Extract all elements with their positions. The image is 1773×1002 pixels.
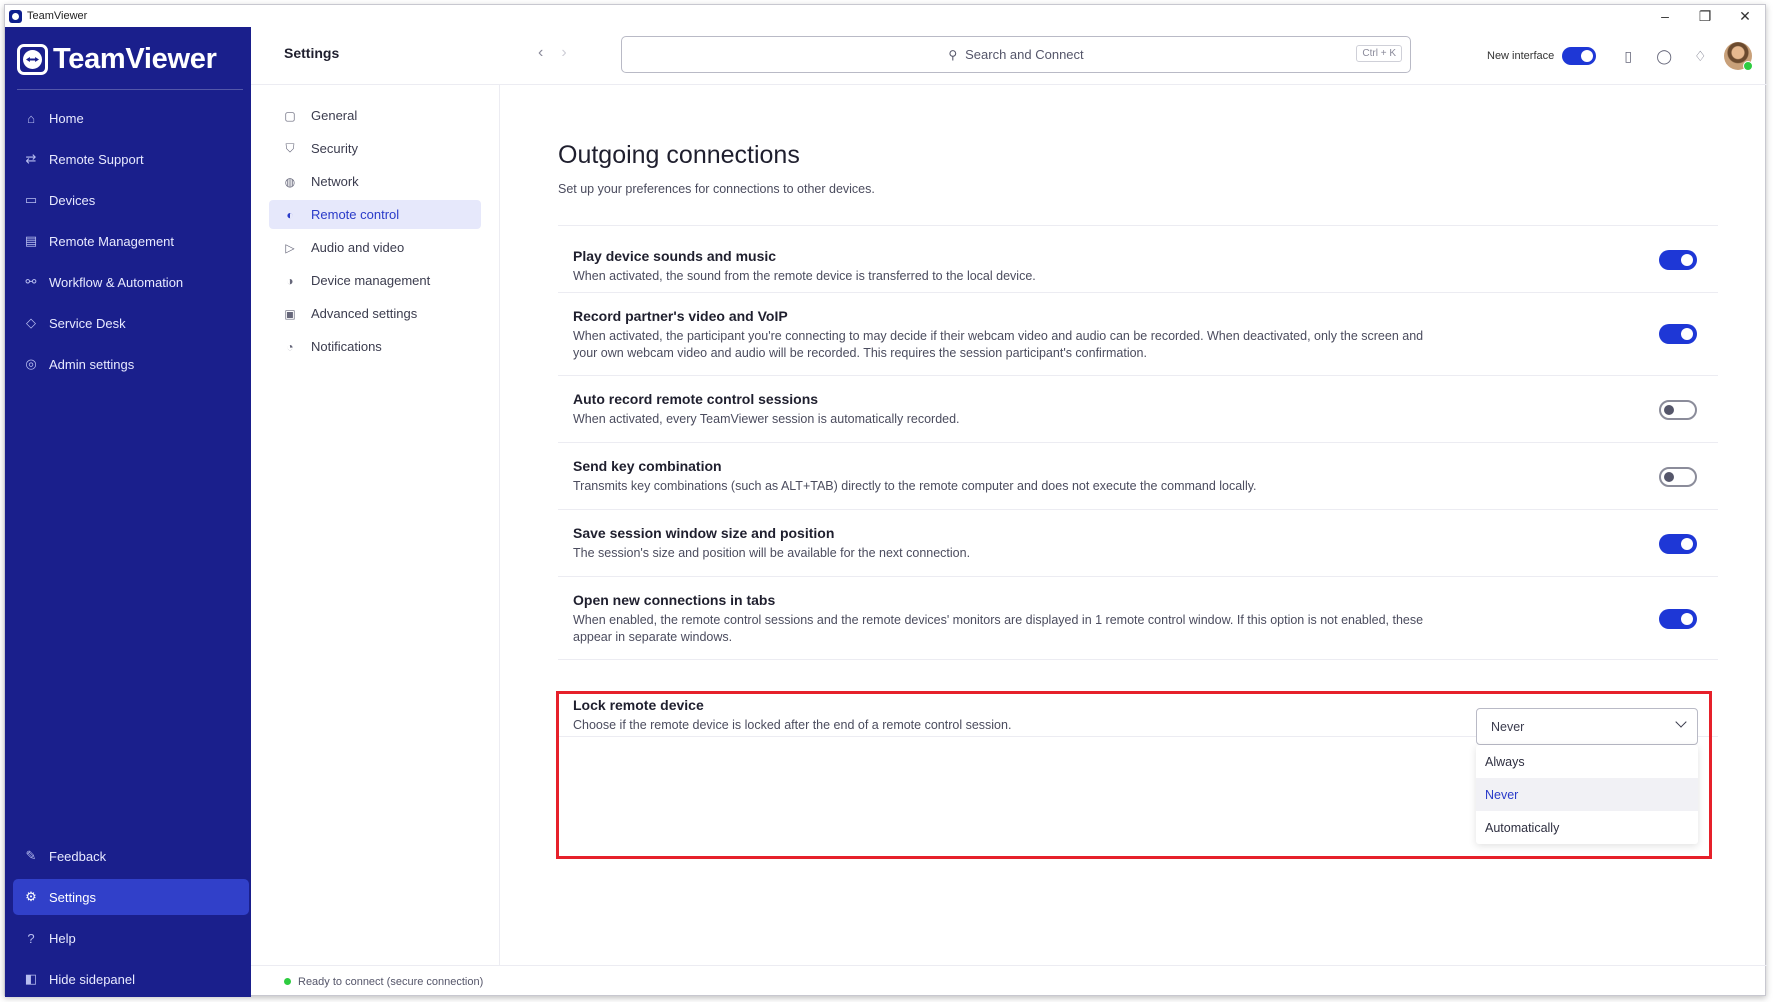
lock-remote-device-select[interactable] [1476,708,1698,745]
sidebar-item-label: Remote Support [49,151,144,167]
search-icon: ⚲ [948,47,958,62]
sidebar-item-home[interactable] [13,100,249,136]
setting-play-sounds [558,226,1718,293]
history-nav [538,44,585,62]
status-bar [251,965,1767,997]
subnav-item-label: Device management [311,273,431,288]
subnav-item-label: Advanced settings [311,306,418,321]
workflow-icon: ⚯ [25,274,37,289]
setting-description: When enabled, the remote control sessions and the remote devices' monitors are displayed in 1 remote control window. If this option is not enabled, these appear in separate windows. [573,613,1424,644]
setting-title: Play device sounds and music [573,248,777,264]
search-placeholder: Search and Connect [965,47,1084,62]
restore-button[interactable]: ❐ [1698,8,1712,24]
setting-description: The session's size and position will be available for the next connection. [573,546,971,560]
minimize-button[interactable]: – [1661,8,1669,24]
window-title: TeamViewer [27,10,88,22]
subnav-item-network[interactable] [269,167,481,196]
swap-arrows-icon: ⇄ [25,151,37,166]
sidebar-item-label: Home [49,110,84,126]
sidebar-item-workflow-automation[interactable] [13,264,249,300]
option-automatically[interactable]: Automatically [1485,820,1560,835]
subnav-item-label: Notifications [311,339,382,354]
bell-icon[interactable]: ♢ [1693,48,1707,64]
bell-icon: ◔ [286,339,294,354]
sidebar-item-label: Hide sidepanel [49,971,136,987]
admin-icon: ◎ [25,356,37,371]
remote-management-icon: ▤ [24,233,38,248]
sidebar-item-label: Admin settings [49,356,135,372]
sidebar-nav [13,100,249,387]
subnav-item-security[interactable] [269,134,481,163]
auto-record-toggle[interactable] [1659,400,1697,420]
header-actions [1487,42,1752,70]
option-never[interactable]: Never [1476,778,1698,811]
setting-description: Choose if the remote device is locked after the end of a remote control session. [573,718,1012,732]
subnav-item-notifications[interactable] [269,332,481,361]
setting-description: When activated, the sound from the remote device is transferred to the local device. [573,269,1036,283]
sidebar-item-label: Remote Management [49,233,175,249]
selected-value: Never [1491,719,1525,734]
feedback-icon: ✎ [25,848,37,863]
subnav-item-advanced-settings[interactable] [269,299,481,328]
back-arrow-icon[interactable]: ‹ [538,44,544,61]
sidebar-item-label: Workflow & Automation [49,274,184,290]
setting-open-in-tabs [558,577,1718,660]
subnav-item-label: General [311,108,358,123]
sidebar-item-label: Devices [49,192,96,208]
sidebar-item-help[interactable] [13,920,249,956]
logo-text: TeamViewer [53,43,217,75]
avatar[interactable] [1724,42,1752,70]
setting-title: Auto record remote control sessions [573,391,819,407]
chevron-down-icon [1675,716,1686,727]
new-interface-label: New interface [1487,50,1555,62]
sidebar-item-remote-support[interactable] [13,141,249,177]
subnav-item-label: Security [311,141,358,156]
setting-description: When activated, every TeamViewer session is automatically recorded. [573,412,960,426]
sidebar-bottom-nav [13,838,249,1002]
chat-icon[interactable]: ◯ [1656,48,1673,64]
status-text: Ready to connect (secure connection) [298,975,484,988]
sidebar-item-devices[interactable] [13,182,249,218]
header [251,27,1767,85]
open-in-tabs-toggle[interactable] [1659,609,1697,629]
sidebar-item-admin-settings[interactable] [13,346,249,382]
send-key-combination-toggle[interactable] [1659,467,1697,487]
forward-arrow-icon[interactable]: › [561,44,567,61]
teamviewer-logo-icon [17,44,48,75]
sidebar-item-service-desk[interactable] [13,305,249,341]
teamviewer-window [4,4,1766,996]
subnav-item-label: Network [311,174,359,189]
lock-remote-device-menu [1476,745,1698,844]
sidebar-item-feedback[interactable] [13,838,249,874]
settings-subnav [251,85,500,965]
remote-control-icon: ◐ [286,207,294,222]
setting-auto-record [558,376,1718,443]
sidebar-item-label: Settings [49,889,96,905]
sidebar-item-label: Help [49,930,76,946]
setting-description: Transmits key combinations (such as ALT+TAB) directly to the remote computer and does not execute the command locally. [573,479,1257,493]
teamviewer-app-icon [9,10,22,23]
setting-title: Lock remote device [573,697,704,713]
home-icon: ⌂ [27,110,35,126]
window-controls [1645,5,1765,27]
close-button[interactable]: ✕ [1739,8,1751,24]
page-title: Settings [284,45,340,61]
contacts-icon[interactable]: ▯ [1624,48,1633,64]
setting-description: When activated, the participant you're connecting to may decide if their webcam video and audio can be recorded. When deactivated, only the screen and your own webcam video and audio will be recorded. This requires the session participant's confirmation. [573,329,1424,360]
new-interface-toggle[interactable] [1562,47,1596,65]
status-dot-icon [284,978,291,985]
ticket-icon: ◇ [26,315,36,330]
record-video-voip-toggle[interactable] [1659,324,1697,344]
section-subtitle: Set up your preferences for connections to other devices. [558,182,875,196]
option-always[interactable]: Always [1485,754,1525,769]
gear-icon: ⚙ [25,889,37,904]
advanced-icon: ▣ [284,306,296,321]
setting-title: Save session window size and position [573,525,835,541]
sidebar-item-label: Service Desk [49,315,126,331]
help-icon: ? [27,930,35,946]
sidebar-item-remote-management[interactable] [13,223,249,259]
subnav-item-general[interactable] [269,101,481,130]
title-bar [5,5,1765,27]
setting-title: Record partner's video and VoIP [573,308,788,324]
play-sounds-toggle[interactable] [1659,250,1697,270]
sidebar-item-hide-sidepanel[interactable] [13,961,249,997]
subnav-item-label: Audio and video [311,240,405,255]
search-input[interactable] [621,36,1411,73]
globe-icon: ◍ [284,174,296,189]
device-management-icon: ◑ [286,273,294,288]
subnav-item-label: Remote control [311,207,400,222]
teamviewer-logo [17,43,217,76]
hide-panel-icon: ◧ [24,971,38,986]
devices-icon: ▭ [24,192,38,207]
subnav-item-remote-control[interactable] [269,200,481,229]
sidebar-item-settings[interactable] [13,879,249,915]
monitor-icon: ▢ [284,108,296,123]
setting-title: Send key combination [573,458,722,474]
video-icon: ▷ [285,240,295,255]
setting-save-window-size [558,510,1718,577]
shield-icon: ⛉ [285,141,295,155]
setting-send-key-combination [558,443,1718,510]
setting-title: Open new connections in tabs [573,592,776,608]
subnav-item-audio-video[interactable] [269,233,481,262]
setting-record-video-voip [558,293,1718,376]
search-shortcut-badge: Ctrl + K [1356,45,1402,62]
sidebar [5,27,251,997]
settings-content [500,85,1767,965]
subnav-item-device-management[interactable] [269,266,481,295]
save-window-size-toggle[interactable] [1659,534,1697,554]
sidebar-divider [17,89,243,90]
sidebar-item-label: Feedback [49,848,107,864]
section-title: Outgoing connections [558,141,800,169]
